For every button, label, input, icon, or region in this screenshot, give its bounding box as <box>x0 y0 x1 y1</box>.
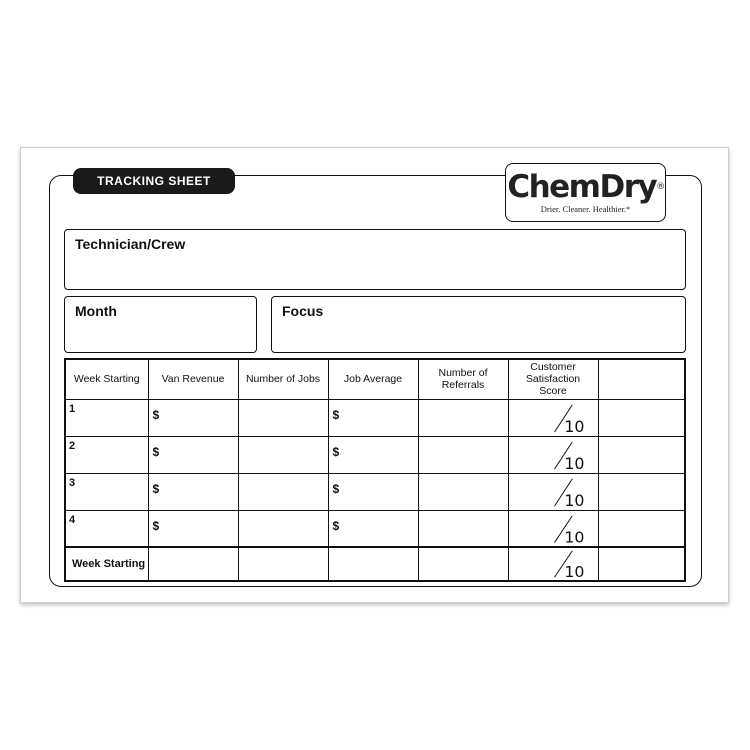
score-denominator: 10 <box>563 453 585 473</box>
satisfaction-score-cell[interactable] <box>508 473 598 510</box>
header-blank <box>598 359 685 399</box>
referrals-cell[interactable] <box>418 547 508 581</box>
referrals-cell[interactable] <box>418 510 508 547</box>
header-customer-satisfaction-score: Customer Satisfaction Score <box>508 359 598 399</box>
dollar-sign: $ <box>332 518 340 533</box>
final-row <box>65 547 685 581</box>
score-fraction <box>509 474 598 510</box>
referrals-cell[interactable] <box>418 436 508 473</box>
referrals-cell[interactable] <box>418 399 508 436</box>
satisfaction-score-cell[interactable] <box>508 436 598 473</box>
table-row <box>65 510 685 547</box>
number-of-jobs-cell[interactable] <box>238 473 328 510</box>
dollar-sign: $ <box>332 481 340 496</box>
extra-cell[interactable] <box>598 399 685 436</box>
focus-label: Focus <box>282 303 324 319</box>
number-of-jobs-cell[interactable] <box>238 399 328 436</box>
month-label: Month <box>75 303 117 319</box>
month-field[interactable] <box>64 296 257 353</box>
score-denominator: 10 <box>563 416 585 436</box>
van-revenue-cell[interactable] <box>148 399 238 436</box>
number-of-jobs-cell[interactable] <box>238 510 328 547</box>
extra-cell[interactable] <box>598 436 685 473</box>
chemdry-logo <box>505 163 666 222</box>
dollar-sign: $ <box>152 518 160 533</box>
satisfaction-score-cell[interactable] <box>508 547 598 581</box>
tracking-table <box>64 358 686 582</box>
dollar-sign: $ <box>152 407 160 422</box>
score-fraction <box>509 437 598 473</box>
satisfaction-score-cell[interactable] <box>508 399 598 436</box>
job-average-cell[interactable] <box>328 399 418 436</box>
dollar-sign: $ <box>332 444 340 459</box>
registered-mark: ® <box>656 182 664 192</box>
score-fraction <box>509 548 598 580</box>
tracking-sheet-tab <box>73 168 235 194</box>
satisfaction-score-cell[interactable] <box>508 510 598 547</box>
technician-crew-field[interactable] <box>64 229 686 290</box>
logo-tagline: Drier. Cleaner. Healthier.* <box>540 204 631 214</box>
table-header-row <box>65 359 685 399</box>
final-week-starting-label: Week Starting <box>65 547 148 581</box>
dollar-sign: $ <box>152 444 160 459</box>
extra-cell[interactable] <box>598 547 685 581</box>
number-of-jobs-cell[interactable] <box>238 436 328 473</box>
van-revenue-cell[interactable] <box>148 547 238 581</box>
tracking-sheet-card <box>20 147 729 603</box>
table-row <box>65 399 685 436</box>
van-revenue-cell[interactable] <box>148 510 238 547</box>
focus-field[interactable] <box>271 296 686 353</box>
row-number: 1 <box>65 399 148 436</box>
technician-crew-label: Technician/Crew <box>75 236 186 252</box>
row-number: 4 <box>65 510 148 547</box>
van-revenue-cell[interactable] <box>148 436 238 473</box>
job-average-cell[interactable] <box>328 436 418 473</box>
score-denominator: 10 <box>563 490 585 510</box>
dollar-sign: $ <box>152 481 160 496</box>
extra-cell[interactable] <box>598 510 685 547</box>
referrals-cell[interactable] <box>418 473 508 510</box>
dollar-sign: $ <box>332 407 340 422</box>
extra-cell[interactable] <box>598 473 685 510</box>
score-fraction <box>509 400 598 436</box>
number-of-jobs-cell[interactable] <box>238 547 328 581</box>
table-row <box>65 436 685 473</box>
job-average-cell[interactable] <box>328 473 418 510</box>
score-denominator: 10 <box>563 528 585 546</box>
score-denominator: 10 <box>563 563 585 580</box>
van-revenue-cell[interactable] <box>148 473 238 510</box>
header-job-average: Job Average <box>328 359 418 399</box>
score-fraction <box>509 511 598 547</box>
row-number: 2 <box>65 436 148 473</box>
header-number-of-jobs: Number of Jobs <box>238 359 328 399</box>
logo-name: ChemDry <box>507 169 657 205</box>
header-week-starting: Week Starting <box>65 359 148 399</box>
job-average-cell[interactable] <box>328 510 418 547</box>
tab-label: TRACKING SHEET <box>97 174 211 188</box>
table-row <box>65 473 685 510</box>
job-average-cell[interactable] <box>328 547 418 581</box>
header-number-of-referrals: Number of Referrals <box>418 359 508 399</box>
header-van-revenue: Van Revenue <box>148 359 238 399</box>
row-number: 3 <box>65 473 148 510</box>
